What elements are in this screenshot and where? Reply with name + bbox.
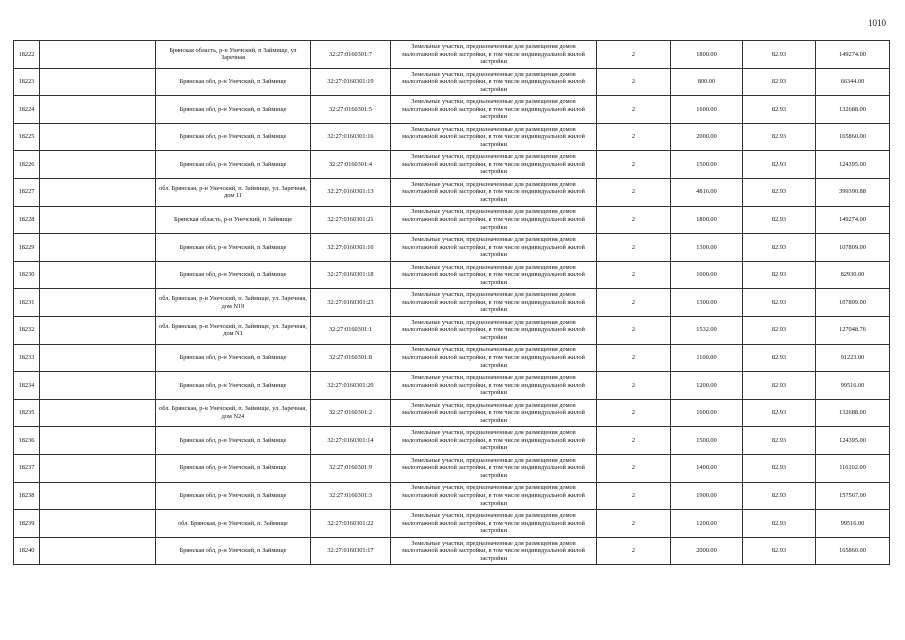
row-area: 1500.00 [671, 151, 743, 179]
row-group-code: 2 [597, 178, 671, 206]
row-permitted-use: Земельные участки, предназначенные для размещения домов малоэтажной жилой застройки, в том числе индивидуальной жилой застройки [391, 372, 597, 400]
row-address: обл. Брянская, р-н Унечский, п. Займище, ул. Заречная, дом N19 [156, 289, 311, 317]
row-permitted-use: Земельные участки, предназначенные для размещения домов малоэтажной жилой застройки, в том числе индивидуальной жилой застройки [391, 399, 597, 427]
row-area: 1200.00 [671, 372, 743, 400]
row-specific-value: 82.93 [743, 41, 816, 69]
row-group-code: 2 [597, 372, 671, 400]
row-spacer [40, 537, 156, 565]
row-address: обл. Брянская, р-н Унечский, п. Займище, ул. Заречная, дом 11 [156, 178, 311, 206]
row-area: 4816.00 [671, 178, 743, 206]
row-cadastral-value: 82930.00 [816, 261, 890, 289]
row-cadastral-number: 32:27:0160301:4 [311, 151, 391, 179]
row-permitted-use: Земельные участки, предназначенные для размещения домов малоэтажной жилой застройки, в том числе индивидуальной жилой застройки [391, 151, 597, 179]
row-specific-value: 82.93 [743, 344, 816, 372]
row-spacer [40, 482, 156, 510]
row-cadastral-number: 32:27:0160301:2 [311, 399, 391, 427]
row-spacer [40, 41, 156, 69]
row-spacer [40, 206, 156, 234]
row-group-code: 2 [597, 261, 671, 289]
row-permitted-use: Земельные участки, предназначенные для размещения домов малоэтажной жилой застройки, в том числе индивидуальной жилой застройки [391, 234, 597, 262]
row-spacer [40, 261, 156, 289]
row-spacer [40, 454, 156, 482]
row-address: обл. Брянская, р-н Унечский, п. Займище, ул. Заречная, дом N24 [156, 399, 311, 427]
row-specific-value: 82.93 [743, 399, 816, 427]
row-specific-value: 82.93 [743, 510, 816, 538]
row-address: Брянская обл, р-н Унечский, п Займище [156, 123, 311, 151]
row-number: 18222 [14, 41, 40, 69]
row-specific-value: 82.93 [743, 482, 816, 510]
row-area: 1300.00 [671, 234, 743, 262]
table-row [14, 427, 890, 455]
row-cadastral-value: 116102.00 [816, 454, 890, 482]
row-cadastral-number: 32:27:0160301:22 [311, 510, 391, 538]
row-cadastral-value: 99516.00 [816, 510, 890, 538]
row-group-code: 2 [597, 454, 671, 482]
row-number: 18233 [14, 344, 40, 372]
row-cadastral-number: 32:27:0160301:20 [311, 372, 391, 400]
row-address: обл. Брянская, р-н Унечский, п. Займище [156, 510, 311, 538]
row-spacer [40, 510, 156, 538]
row-permitted-use: Земельные участки, предназначенные для размещения домов малоэтажной жилой застройки, в том числе индивидуальной жилой застройки [391, 537, 597, 565]
row-specific-value: 82.93 [743, 178, 816, 206]
table-row [14, 68, 890, 96]
table-row [14, 234, 890, 262]
row-address: Брянская обл, р-н Унечский, п Займище [156, 454, 311, 482]
table-row [14, 41, 890, 69]
row-group-code: 2 [597, 41, 671, 69]
row-cadastral-value: 107809.00 [816, 234, 890, 262]
table-row [14, 537, 890, 565]
row-cadastral-value: 132688.00 [816, 96, 890, 124]
row-cadastral-value: 149274.00 [816, 41, 890, 69]
row-permitted-use: Земельные участки, предназначенные для размещения домов малоэтажной жилой застройки, в том числе индивидуальной жилой застройки [391, 41, 597, 69]
land-registry-table [13, 40, 890, 565]
row-spacer [40, 96, 156, 124]
row-area: 1532.00 [671, 316, 743, 344]
row-number: 18234 [14, 372, 40, 400]
row-number: 18228 [14, 206, 40, 234]
row-cadastral-value: 99516.00 [816, 372, 890, 400]
row-cadastral-number: 32:27:0160301:21 [311, 206, 391, 234]
row-number: 18236 [14, 427, 40, 455]
row-number: 18232 [14, 316, 40, 344]
row-spacer [40, 316, 156, 344]
row-group-code: 2 [597, 427, 671, 455]
table-row [14, 123, 890, 151]
row-group-code: 2 [597, 482, 671, 510]
row-cadastral-number: 32:27:0160301:13 [311, 178, 391, 206]
row-specific-value: 82.93 [743, 454, 816, 482]
row-permitted-use: Земельные участки, предназначенные для размещения домов малоэтажной жилой застройки, в том числе индивидуальной жилой застройки [391, 427, 597, 455]
row-spacer [40, 178, 156, 206]
row-permitted-use: Земельные участки, предназначенные для размещения домов малоэтажной жилой застройки, в том числе индивидуальной жилой застройки [391, 454, 597, 482]
row-permitted-use: Земельные участки, предназначенные для размещения домов малоэтажной жилой застройки, в том числе индивидуальной жилой застройки [391, 261, 597, 289]
row-specific-value: 82.93 [743, 234, 816, 262]
row-permitted-use: Земельные участки, предназначенные для размещения домов малоэтажной жилой застройки, в том числе индивидуальной жилой застройки [391, 178, 597, 206]
row-area: 800.00 [671, 68, 743, 96]
row-group-code: 2 [597, 123, 671, 151]
row-cadastral-value: 124395.00 [816, 427, 890, 455]
row-number: 18223 [14, 68, 40, 96]
table-row [14, 96, 890, 124]
row-area: 1300.00 [671, 289, 743, 317]
row-address: Брянская обл, р-н Унечский, п Займище [156, 151, 311, 179]
row-spacer [40, 289, 156, 317]
row-number: 18229 [14, 234, 40, 262]
row-cadastral-value: 165860.00 [816, 123, 890, 151]
page-number: 1010 [868, 18, 886, 28]
row-cadastral-number: 32:27:0160301:3 [311, 482, 391, 510]
row-permitted-use: Земельные участки, предназначенные для размещения домов малоэтажной жилой застройки, в том числе индивидуальной жилой застройки [391, 123, 597, 151]
table-row [14, 289, 890, 317]
row-area: 1000.00 [671, 261, 743, 289]
row-number: 18239 [14, 510, 40, 538]
row-group-code: 2 [597, 68, 671, 96]
table-row [14, 344, 890, 372]
row-area: 1800.00 [671, 206, 743, 234]
table-row [14, 454, 890, 482]
row-spacer [40, 399, 156, 427]
row-cadastral-number: 32:27:0160301:9 [311, 454, 391, 482]
row-spacer [40, 123, 156, 151]
row-cadastral-number: 32:27:0160301:16 [311, 123, 391, 151]
row-cadastral-value: 165860.00 [816, 537, 890, 565]
row-cadastral-number: 32:27:0160301:23 [311, 289, 391, 317]
row-cadastral-number: 32:27:0160301:17 [311, 537, 391, 565]
table-row [14, 510, 890, 538]
row-cadastral-value: 91223.00 [816, 344, 890, 372]
row-spacer [40, 68, 156, 96]
row-group-code: 2 [597, 234, 671, 262]
row-specific-value: 82.93 [743, 372, 816, 400]
row-specific-value: 82.93 [743, 289, 816, 317]
row-number: 18238 [14, 482, 40, 510]
row-specific-value: 82.93 [743, 537, 816, 565]
row-cadastral-number: 32:27:0160301:1 [311, 316, 391, 344]
row-group-code: 2 [597, 96, 671, 124]
row-specific-value: 82.93 [743, 151, 816, 179]
row-cadastral-value: 132688.00 [816, 399, 890, 427]
row-group-code: 2 [597, 316, 671, 344]
row-group-code: 2 [597, 151, 671, 179]
row-area: 1400.00 [671, 454, 743, 482]
row-group-code: 2 [597, 510, 671, 538]
table-row [14, 316, 890, 344]
row-specific-value: 82.93 [743, 123, 816, 151]
table-row [14, 372, 890, 400]
row-address: Брянская обл, р-н Унечский, п Займище [156, 96, 311, 124]
row-group-code: 2 [597, 537, 671, 565]
row-area: 1900.00 [671, 482, 743, 510]
table-row [14, 261, 890, 289]
row-address: Брянская область, р-н Унечский, п Займище [156, 206, 311, 234]
table-row [14, 206, 890, 234]
row-spacer [40, 344, 156, 372]
row-area: 1600.00 [671, 399, 743, 427]
table-row [14, 399, 890, 427]
row-address: Брянская обл, р-н Унечский, п Займище [156, 482, 311, 510]
row-permitted-use: Земельные участки, предназначенные для размещения домов малоэтажной жилой застройки, в том числе индивидуальной жилой застройки [391, 344, 597, 372]
row-specific-value: 82.93 [743, 427, 816, 455]
row-specific-value: 82.93 [743, 206, 816, 234]
table-row [14, 151, 890, 179]
row-number: 18227 [14, 178, 40, 206]
row-area: 1100.00 [671, 344, 743, 372]
row-area: 2000.00 [671, 123, 743, 151]
row-number: 18231 [14, 289, 40, 317]
row-cadastral-value: 124395.00 [816, 151, 890, 179]
row-spacer [40, 234, 156, 262]
row-permitted-use: Земельные участки, предназначенные для размещения домов малоэтажной жилой застройки, в том числе индивидуальной жилой застройки [391, 510, 597, 538]
table-row [14, 482, 890, 510]
row-spacer [40, 372, 156, 400]
row-address: Брянская обл, р-н Унечский, п Займище [156, 261, 311, 289]
row-permitted-use: Земельные участки, предназначенные для размещения домов малоэтажной жилой застройки, в том числе индивидуальной жилой застройки [391, 289, 597, 317]
row-cadastral-number: 32:27:0160301:10 [311, 234, 391, 262]
row-group-code: 2 [597, 206, 671, 234]
row-group-code: 2 [597, 399, 671, 427]
row-address: Брянская обл, р-н Унечский, п Займище [156, 344, 311, 372]
row-area: 2000.00 [671, 537, 743, 565]
row-address: Брянская обл, р-н Унечский, п Займище [156, 372, 311, 400]
row-cadastral-value: 107809.00 [816, 289, 890, 317]
row-cadastral-number: 32:27:0160301:19 [311, 68, 391, 96]
row-permitted-use: Земельные участки, предназначенные для размещения домов малоэтажной жилой застройки, в том числе индивидуальной жилой застройки [391, 316, 597, 344]
row-area: 1200.00 [671, 510, 743, 538]
row-permitted-use: Земельные участки, предназначенные для размещения домов малоэтажной жилой застройки, в том числе индивидуальной жилой застройки [391, 68, 597, 96]
row-number: 18226 [14, 151, 40, 179]
row-number: 18240 [14, 537, 40, 565]
row-address: Брянская обл, р-н Унечский, п Займище [156, 234, 311, 262]
row-cadastral-number: 32:27:0160301:5 [311, 96, 391, 124]
row-cadastral-number: 32:27:0160301:7 [311, 41, 391, 69]
row-spacer [40, 427, 156, 455]
row-specific-value: 82.93 [743, 68, 816, 96]
row-cadastral-value: 399390.88 [816, 178, 890, 206]
row-cadastral-value: 127048.76 [816, 316, 890, 344]
row-cadastral-value: 66344.00 [816, 68, 890, 96]
row-address: Брянская обл, р-н Унечский, п Займище [156, 427, 311, 455]
row-specific-value: 82.93 [743, 96, 816, 124]
row-specific-value: 82.93 [743, 316, 816, 344]
row-number: 18235 [14, 399, 40, 427]
row-cadastral-number: 32:27:0160301:18 [311, 261, 391, 289]
row-group-code: 2 [597, 344, 671, 372]
row-number: 18237 [14, 454, 40, 482]
row-cadastral-number: 32:27:0160301:8 [311, 344, 391, 372]
row-permitted-use: Земельные участки, предназначенные для размещения домов малоэтажной жилой застройки, в том числе индивидуальной жилой застройки [391, 96, 597, 124]
row-permitted-use: Земельные участки, предназначенные для размещения домов малоэтажной жилой застройки, в том числе индивидуальной жилой застройки [391, 482, 597, 510]
row-area: 1800.00 [671, 41, 743, 69]
row-cadastral-value: 157567.00 [816, 482, 890, 510]
table-row [14, 178, 890, 206]
row-number: 18230 [14, 261, 40, 289]
row-area: 1500.00 [671, 427, 743, 455]
row-address: Брянская область, р-н Унечский, п Займище, ул Заречная [156, 41, 311, 69]
row-address: Брянская обл, р-н Унечский, п Займище [156, 68, 311, 96]
row-specific-value: 82.93 [743, 261, 816, 289]
row-number: 18224 [14, 96, 40, 124]
row-cadastral-number: 32:27:0160301:14 [311, 427, 391, 455]
row-address: Брянская обл, р-н Унечский, п Займище [156, 537, 311, 565]
row-cadastral-value: 149274.00 [816, 206, 890, 234]
table-body [14, 41, 890, 565]
row-number: 18225 [14, 123, 40, 151]
row-group-code: 2 [597, 289, 671, 317]
row-address: обл. Брянская, р-н Унечский, п. Займище, ул. Заречная, дом N1 [156, 316, 311, 344]
row-permitted-use: Земельные участки, предназначенные для размещения домов малоэтажной жилой застройки, в том числе индивидуальной жилой застройки [391, 206, 597, 234]
row-area: 1600.00 [671, 96, 743, 124]
row-spacer [40, 151, 156, 179]
